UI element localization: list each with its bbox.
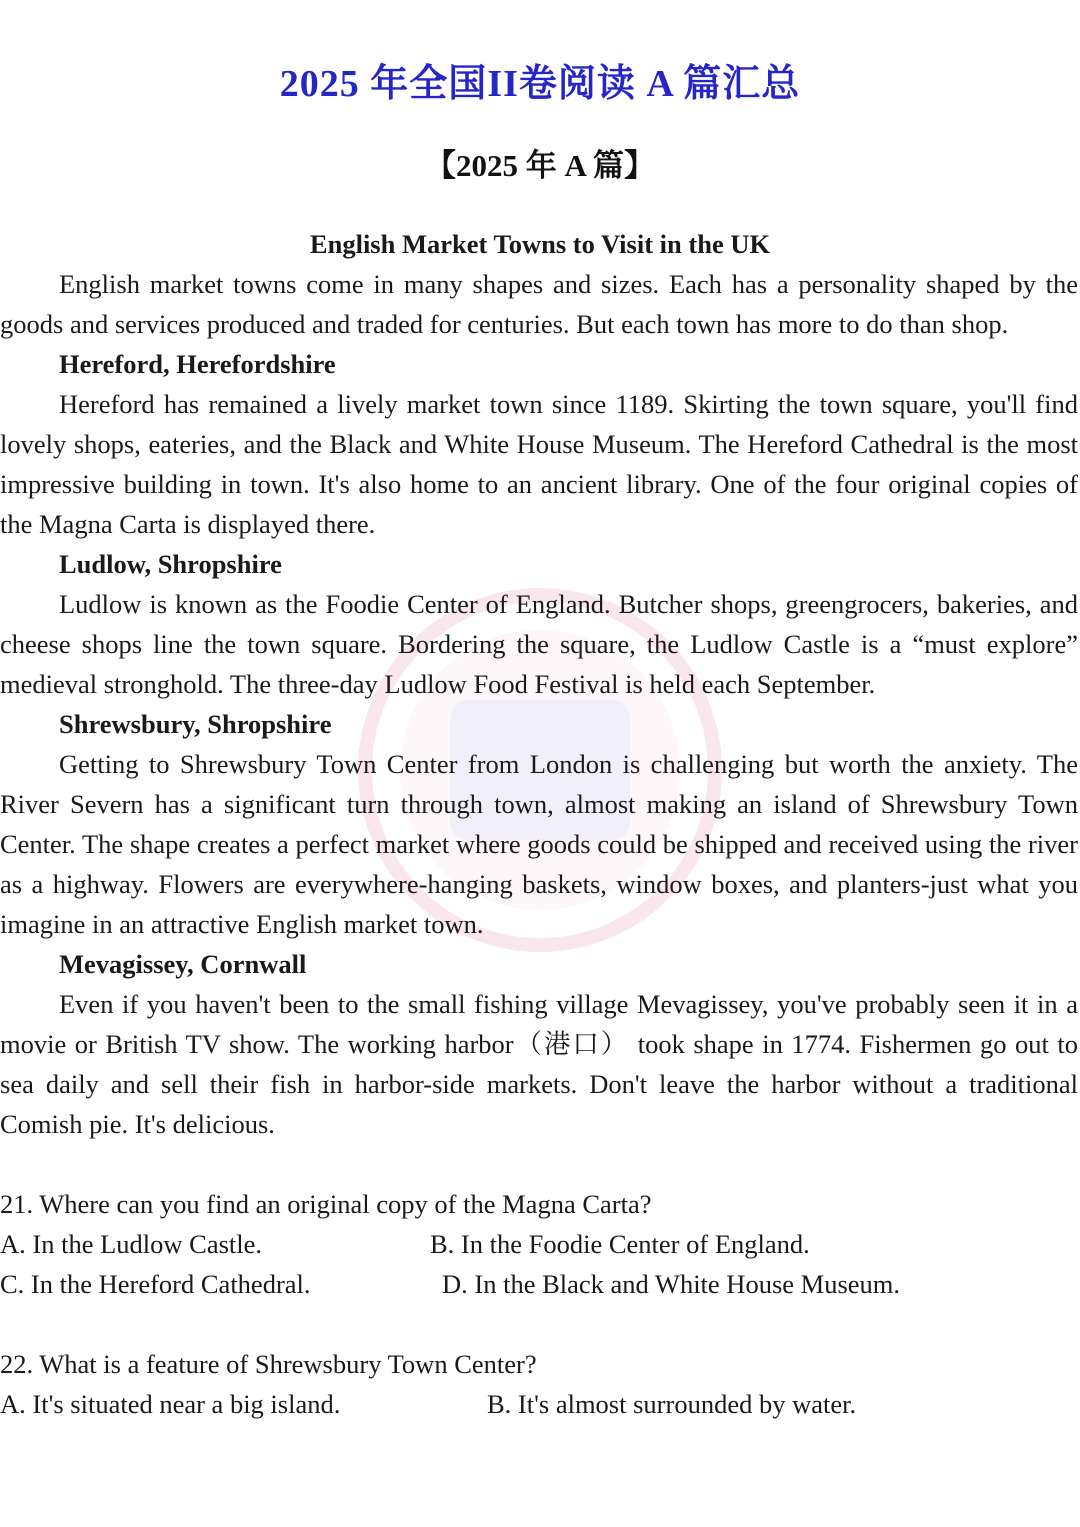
intro-paragraph: English market towns come in many shapes and sizes. Each has a personality shaped by the goods and services produced and traded for centuries. But each town has more to do than shop. [0, 269, 1078, 339]
section-heading-ludlow: Ludlow, Shropshire [59, 549, 282, 579]
section-body-ludlow: Ludlow is known as the Foodie Center of England. Butcher shops, greengrocers, bakeries, and cheese shops line the town square. Bordering the square, the Ludlow Castle is a “must explore” medieval stronghold. The three-day Ludlow Food Festival is held each September. [0, 589, 1078, 699]
article-title: English Market Towns to Visit in the UK [309, 229, 771, 259]
main-title: 2025 年全国II卷阅读 A 篇汇总 [279, 63, 801, 105]
question-21-option-b[interactable]: B. In the Foodie Center of England. [430, 1229, 810, 1259]
question-22-stem: 22. What is a feature of Shrewsbury Town Center? [0, 1349, 537, 1379]
sub-title: 【2025 年 A 篇】 [425, 148, 655, 183]
spacer [0, 1304, 1080, 1344]
section-body-shrewsbury: Getting to Shrewsbury Town Center from London is challenging but worth the anxiety. The River Severn has a significant turn through town, almost making an island of Shrewsbury Town Center. The shape creates a perfect market where goods could be shipped and received using the river as a highway. Flowers are everywhere-hanging baskets, window boxes, and planters-just what you imagine in an attractive English market town. [0, 749, 1078, 939]
question-21-stem: 21. Where can you find an original copy of the Magna Carta? [0, 1189, 652, 1219]
question-22-option-a[interactable]: A. It's situated near a big island. [0, 1389, 341, 1419]
question-22-options-row-1 [0, 1384, 1080, 1424]
question-21-option-a[interactable]: A. In the Ludlow Castle. [0, 1229, 263, 1259]
spacer [0, 1144, 1080, 1184]
section-body-hereford: Hereford has remained a lively market town since 1189. Skirting the town square, you'll find lovely shops, eateries, and the Black and White House Museum. The Hereford Cathedral is the most impressive building in town. It's also home to an ancient library. One of the four original copies of the Magna Carta is displayed there. [0, 389, 1078, 539]
question-21-options-row-1 [0, 1224, 1080, 1264]
section-body-mevagissey: Even if you haven't been to the small fishing village Mevagissey, you've probably seen it in a movie or British TV show. The working harbor（港口） took shape in 1774. Fishermen go out to sea daily and sell their fish in harbor-side markets. Don't leave the harbor without a traditional Comish pie. It's delicious. [0, 989, 1078, 1139]
question-21-option-c[interactable]: C. In the Hereford Cathedral. [0, 1269, 311, 1299]
question-21-option-d[interactable]: D. In the Black and White House Museum. [442, 1269, 901, 1299]
reading-passage [0, 224, 1080, 1424]
section-heading-mevagissey: Mevagissey, Cornwall [59, 949, 307, 979]
section-heading-hereford: Hereford, Herefordshire [59, 349, 336, 379]
question-21-options-row-2 [0, 1264, 1080, 1304]
question-22-option-b[interactable]: B. It's almost surrounded by water. [487, 1389, 857, 1419]
section-heading-shrewsbury: Shrewsbury, Shropshire [59, 709, 332, 739]
